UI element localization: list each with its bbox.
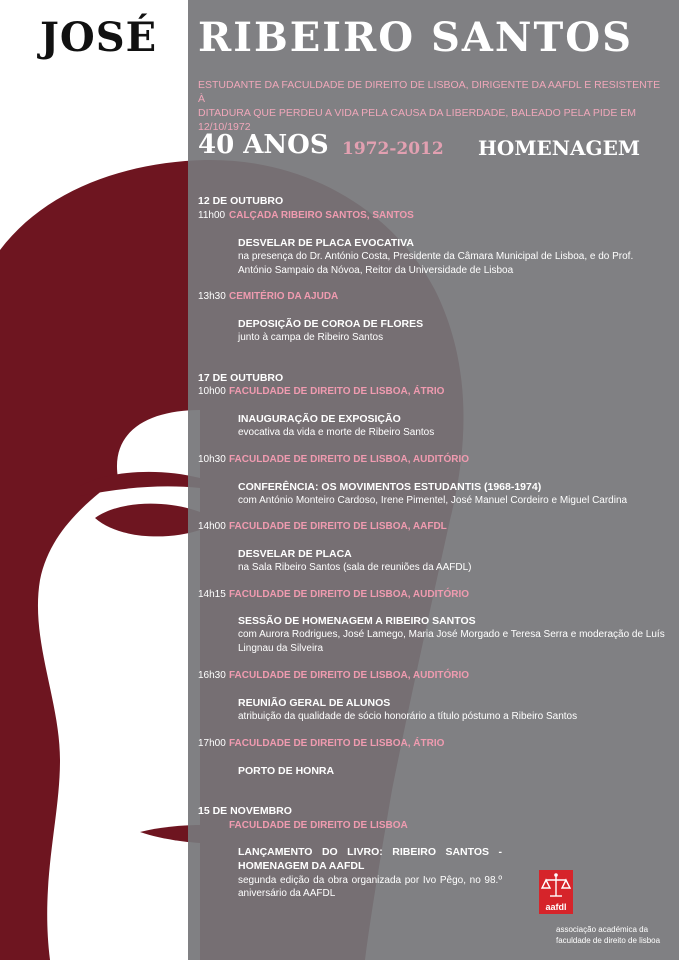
- years-range: 1972-2012: [342, 139, 444, 159]
- logo-caption-line-1: associação académica da: [556, 925, 649, 934]
- event-time: 10h30: [198, 454, 226, 465]
- event-location: FACULDADE DE DIREITO DE LISBOA, ÁTRIO: [229, 386, 445, 397]
- event-location: FACULDADE DE DIREITO DE LISBOA, AUDITÓRIO: [229, 454, 470, 465]
- scales-of-justice-icon: [539, 870, 573, 902]
- event-description: com Aurora Rodrigues, José Lamego, Maria José Morgado e Teresa Serra e moderação de Luís Lingnau da Silveira: [238, 629, 665, 654]
- event-description: atribuição da qualidade de sócio honorário a título póstumo a Ribeiro Santos: [238, 711, 578, 722]
- event-location: FACULDADE DE DIREITO DE LISBOA, AAFDL: [229, 521, 447, 532]
- subtitle: [198, 78, 668, 134]
- anniversary-label: 40 ANOS: [198, 130, 329, 160]
- event-title: DESVELAR DE PLACA EVOCATIVA: [238, 237, 414, 249]
- event-title: SESSÃO DE HOMENAGEM A RIBEIRO SANTOS: [238, 615, 476, 627]
- last-name: RIBEIRO SANTOS: [198, 14, 633, 61]
- event-description: evocativa da vida e morte de Ribeiro Santos: [238, 427, 435, 438]
- event-location: FACULDADE DE DIREITO DE LISBOA, ÁTRIO: [229, 738, 445, 749]
- event-description: na presença do Dr. António Costa, Presidente da Câmara Municipal de Lisboa, e do Prof. António Sampaio da Nóvoa, Reitor da Universidade de Lisboa: [238, 251, 634, 276]
- subtitle-line-1: ESTUDANTE DA FACULDADE DE DIREITO DE LISBOA, DIRIGENTE DA AAFDL E RESISTENTE À: [198, 79, 661, 105]
- event-time: 11h00: [198, 210, 226, 221]
- event-title: CONFERÊNCIA: OS MOVIMENTOS ESTUDANTIS (1968-1974): [238, 481, 542, 493]
- event-title: REUNIÃO GERAL DE ALUNOS: [238, 697, 391, 709]
- event-description: com António Monteiro Cardoso, Irene Pimentel, José Manuel Cordeiro e Miguel Cardina: [238, 495, 628, 506]
- event-time: 14h15: [198, 589, 226, 600]
- day-date: 12 DE OUTUBRO: [198, 195, 284, 207]
- event-time: 17h00: [198, 738, 226, 749]
- event-description: junto à campa de Ribeiro Santos: [238, 332, 384, 343]
- event-description: na Sala Ribeiro Santos (sala de reuniões da AAFDL): [238, 562, 472, 573]
- subtitle-line-2: DITADURA QUE PERDEU A VIDA PELA CAUSA DA LIBERDADE, BALEADO PELA PIDE EM 12/10/1972: [198, 107, 637, 133]
- aafdl-logo: [539, 870, 573, 914]
- logo-caption: [556, 924, 676, 946]
- event-title: PORTO DE HONRA: [238, 765, 335, 777]
- event-title: DEPOSIÇÃO DE COROA DE FLORES: [238, 318, 424, 330]
- event-title: INAUGURAÇÃO DE EXPOSIÇÃO: [238, 413, 401, 425]
- event-location: FACULDADE DE DIREITO DE LISBOA, AUDITÓRIO: [229, 670, 470, 681]
- day-date: 15 DE NOVEMBRO: [198, 805, 292, 817]
- day-date: 17 DE OUTUBRO: [198, 372, 284, 384]
- logo-caption-line-2: faculdade de direito de lisboa: [556, 936, 661, 945]
- event-time: 10h00: [198, 386, 226, 397]
- first-name: JOSÉ: [40, 14, 158, 61]
- event-location: CEMITÉRIO DA AJUDA: [229, 291, 339, 302]
- book-launch-title: LANÇAMENTO DO LIVRO: RIBEIRO SANTOS - HOMENAGEM DA AAFDL: [238, 846, 502, 872]
- event-location: CALÇADA RIBEIRO SANTOS, SANTOS: [229, 210, 414, 221]
- event-location: FACULDADE DE DIREITO DE LISBOA, AUDITÓRIO: [229, 589, 470, 600]
- book-launch-description: segunda edição da obra organizada por Ivo Pêgo, no 98.º aniversário da AAFDL: [238, 875, 502, 899]
- event-time: 13h30: [198, 291, 226, 302]
- homenagem-label: HOMENAGEM: [478, 136, 640, 160]
- logo-wordmark: aafdl: [545, 902, 567, 912]
- event-time: 14h00: [198, 521, 226, 532]
- event-location: FACULDADE DE DIREITO DE LISBOA: [229, 820, 408, 831]
- event-title: DESVELAR DE PLACA: [238, 548, 352, 560]
- event-time: 16h30: [198, 670, 226, 681]
